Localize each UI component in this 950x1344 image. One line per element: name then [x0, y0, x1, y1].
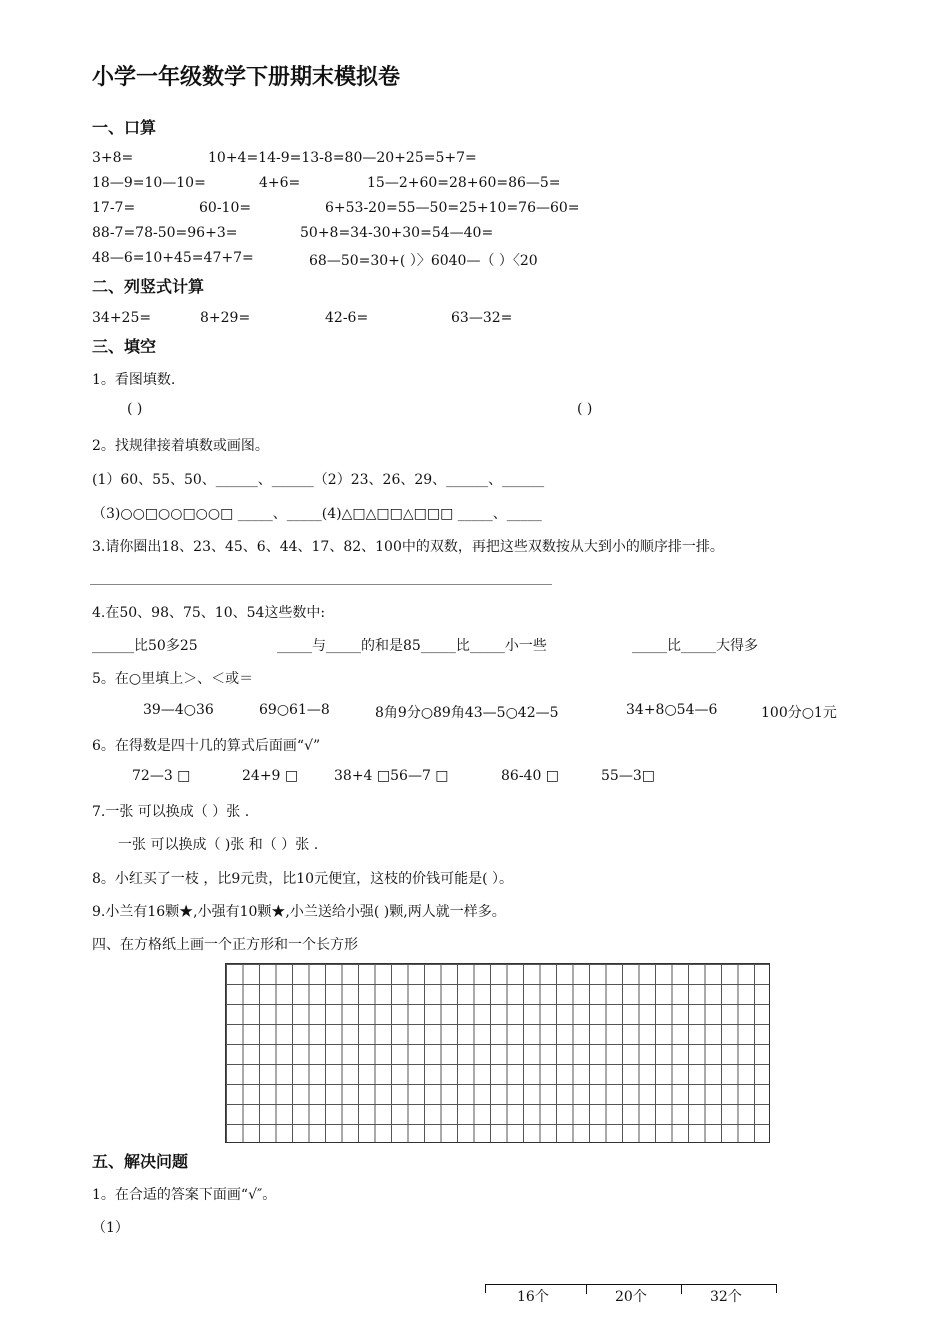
oral-calc-row-5b: 68—50=30+( ）〉6040—（ ）〈20 — [309, 253, 538, 269]
q1-blank-right: ( ) — [577, 401, 593, 417]
q4-part-b: _____与_____的和是85_____比_____小一些 — [277, 638, 547, 654]
q5-item-1: 39—4○36 — [143, 702, 214, 718]
q8-text: 8。小红买了一枝 ，比9元贵，比10元便宜，这枝的价钱可能是( ）。 — [92, 871, 513, 887]
section-2-heading: 二、列竖式计算 — [92, 277, 205, 296]
oral-calc-row-3b: 60-10= — [199, 200, 252, 216]
oral-calc-row-2c: 15—2+60=28+60=86—5= — [367, 175, 561, 191]
q6-item-2: 24+9 □ — [242, 768, 299, 784]
q5-item-3: 8角9分○89角43—5○42—5 — [375, 705, 559, 721]
q6-item-4: 86-40 □ — [501, 768, 560, 784]
oral-calc-row-4a: 88-7=78-50=96+3= — [92, 225, 238, 241]
problem-1-sub: （1） — [92, 1220, 129, 1236]
q1-text: 1。看图填数. — [92, 372, 176, 388]
choice-divider — [586, 1285, 587, 1294]
vertical-calc-item-2: 8+29= — [200, 310, 251, 326]
q6-item-1: 72—3 □ — [132, 768, 191, 784]
oral-calc-row-2a: 18—9=10—10= — [92, 175, 206, 191]
section-3-heading: 三、填空 — [92, 337, 157, 356]
q2-line-1: (1）60、55、50、______、______（2）23、26、29、______、______ — [92, 472, 545, 488]
page-title: 小学一年级数学下册期末模拟卷 — [92, 65, 401, 90]
q4-part-a: ______比50多25 — [92, 638, 198, 654]
grid-paper — [225, 963, 770, 1143]
q7-line-2: 一张 可以换成（ )张 和（ ）张 . — [118, 837, 319, 853]
q4-text: 4.在50、98、75、10、54这些数中: — [92, 605, 326, 621]
q3-text: 3.请你圈出18、23、45、6、44、17、82、100中的双数，再把这些双数按从大到小的顺序排一排。 — [92, 539, 724, 555]
q6-text: 6。在得数是四十几的算式后面画“√” — [92, 738, 321, 754]
section-5-heading: 五、解决问题 — [92, 1152, 189, 1171]
q9-text: 9.小兰有16颗★,小强有10颗★,小兰送给小强( )颗,两人就一样多。 — [92, 904, 506, 920]
choice-divider — [681, 1285, 682, 1294]
q6-item-5: 55—3□ — [601, 768, 655, 784]
q7-line-1: 7.一张 可以换成（ ）张 . — [92, 804, 250, 820]
vertical-calc-item-4: 63—32= — [451, 310, 513, 326]
oral-calc-row-1b: 10+4=14-9=13-8=80—20+25=5+7= — [208, 150, 477, 166]
oral-calc-row-5a: 48—6=10+45=47+7= — [92, 250, 254, 266]
oral-calc-row-4b: 50+8=34-30+30=54—40= — [300, 225, 494, 241]
oral-calc-row-2b: 4+6= — [259, 175, 301, 191]
q5-item-5: 100分○1元 — [761, 705, 837, 721]
answer-line — [90, 584, 552, 585]
problem-1-text: 1。在合适的答案下面画“√″。 — [92, 1187, 277, 1203]
section-1-heading: 一、口算 — [92, 118, 157, 137]
choice-2[interactable]: 20个 — [615, 1289, 647, 1305]
q6-item-3: 38+4 □56—7 □ — [334, 768, 449, 784]
oral-calc-row-3a: 17-7= — [92, 200, 136, 216]
choice-1[interactable]: 16个 — [517, 1289, 549, 1305]
q1-blank-left: ( ) — [127, 401, 143, 417]
choice-3[interactable]: 32个 — [710, 1289, 742, 1305]
oral-calc-row-1a: 3+8= — [92, 150, 134, 166]
vertical-calc-item-3: 42-6= — [325, 310, 369, 326]
q2-text: 2。找规律接着填数或画图。 — [92, 438, 269, 454]
section-4-heading: 四、在方格纸上画一个正方形和一个长方形 — [92, 937, 358, 953]
vertical-calc-item-1: 34+25= — [92, 310, 152, 326]
q5-text: 5。在○里填上＞、＜或＝ — [92, 671, 254, 687]
q5-item-2: 69○61—8 — [259, 702, 330, 718]
q4-part-c: _____比_____大得多 — [632, 638, 758, 654]
oral-calc-row-3c: 6+53-20=55—50=25+10=76—60= — [325, 200, 580, 216]
q2-line-2: （3)○○□○○□○○□ _____、_____(4)△□△□□△□□□ _____、_____ — [92, 506, 542, 522]
q5-item-4: 34+8○54—6 — [626, 702, 718, 718]
